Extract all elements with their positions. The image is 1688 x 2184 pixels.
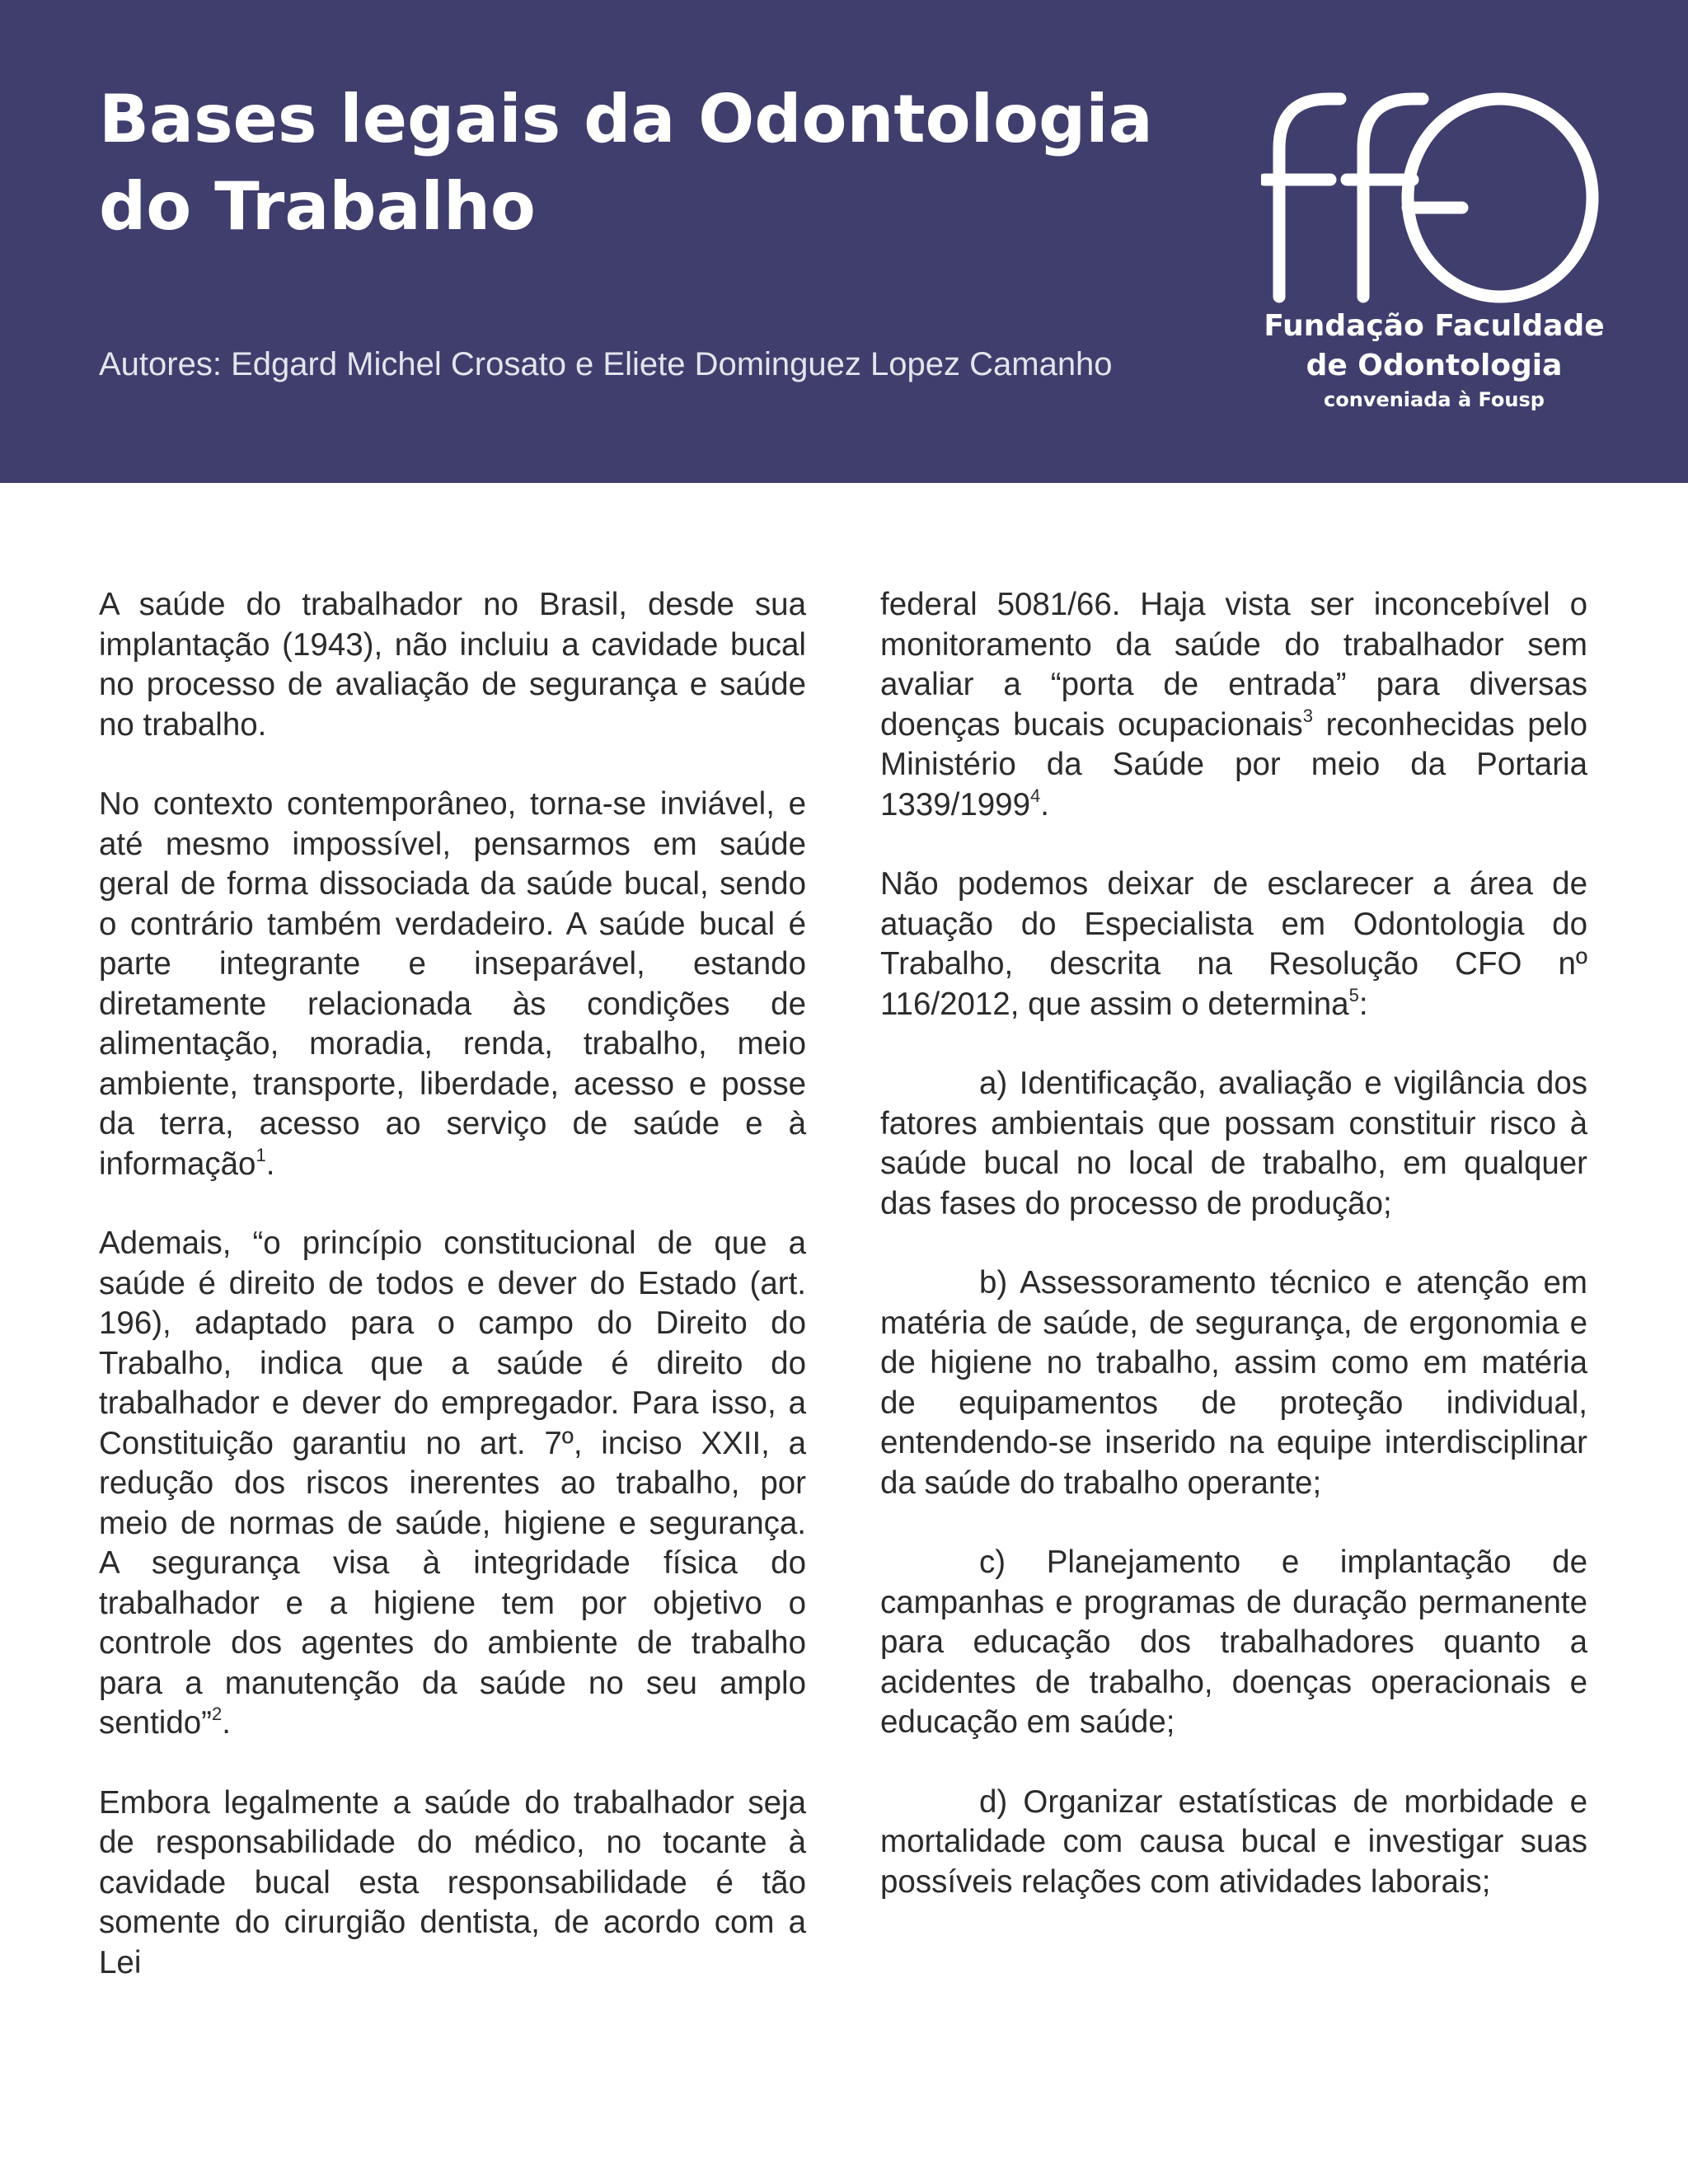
header-banner — [0, 0, 1688, 483]
logo-name-line-2: de Odontologia — [1306, 349, 1563, 382]
ffo-logo — [1261, 91, 1607, 420]
title-line-1: Bases legais da Odontologia — [99, 81, 1153, 157]
footnote-ref-1: 1 — [256, 1144, 266, 1165]
list-item-a: a) Identificação, avaliação e vigilância dos fatores ambientais que possam constituir risco à saúde bucal no local de trabalho, em qualquer das fases do processo de produção; — [880, 1066, 1587, 1221]
authors-line: Autores: Edgard Michel Crosato e Eliete Dominguez Lopez Camanho — [99, 346, 1113, 382]
logo-text — [1261, 307, 1607, 414]
left-column — [99, 585, 806, 2022]
footnote-ref-3: 3 — [1302, 705, 1314, 726]
logo-name-line-1: Fundação Faculdade — [1264, 309, 1605, 343]
paragraph-responsibility: Embora legalmente a saúde do trabalhador seja de responsabilidade do médico, no tocante à cavidade bucal esta responsabilidade é tão somente do cirurgião dentista, de acordo com a Lei — [99, 1784, 806, 1980]
right-column — [880, 585, 1587, 1942]
title-line-2: do Trabalho — [99, 168, 536, 245]
paragraph-constitution: Ademais, “o princípio constitucional de que a saúde é direito de todos e dever do Estado (art. 196), adaptado para o campo do Direito do Trabalho, indica que a saúde é direito do trabalhador e dever do empregador. Para isso, a Constituição garantiu no art. 7º, inciso XXII, a redução dos riscos inerentes ao trabalho, por meio de normas de saúde, higiene e segurança. A segurança visa à integridade física do trabalhador e a higiene tem por objetivo o controle dos agentes do ambiente de trabalho para a manutenção da saúde no seu amplo sentido”$^2$. — [99, 1226, 806, 1741]
ffo-logo-mark-icon — [1261, 91, 1607, 305]
footnote-ref-2: 2 — [211, 1704, 223, 1724]
list-item-d: d) Organizar estatísticas de morbidade e mortalidade com causa bucal e investigar suas possíveis relações com atividades laborais; — [880, 1783, 1587, 1900]
list-item-c: c) Planejamento e implantação de campanhas e programas de duração permanente para educação dos trabalhadores quanto a acidentes de trabalho, doenças operacionais e educação em saúde; — [880, 1544, 1587, 1740]
paragraph-context: No contexto contemporâneo, torna-se inviável, e até mesmo impossível, pensarmos em saúde geral de forma dissociada da saúde bucal, sendo o contrário também verdadeiro. A saúde bucal é parte integrante e inseparável, estando diretamente relacionada às condições de alimentação, moradia, renda, trabalho, meio ambiente, transporte, liberdade, acesso e posse da terra, acesso ao serviço de saúde e à informação$^1$. — [99, 786, 806, 1182]
document-title — [99, 76, 1253, 251]
footnote-ref-4: 4 — [1030, 785, 1041, 806]
list-item-b: b) Assessoramento técnico e atenção em matéria de saúde, de segurança, de ergonomia e de higiene no trabalho, assim como em matéria de equipamentos de proteção individual, entendendo-se inserido na equipe interdisciplinar da saúde do trabalho operante; — [880, 1265, 1587, 1501]
paragraph-intro: A saúde do trabalhador no Brasil, desde sua implantação (1943), não incluiu a cavidade bucal no processo de avaliação de segurança e saúde no trabalho. — [99, 587, 806, 743]
paragraph-law: federal 5081/66. Haja vista ser inconcebível o monitoramento da saúde do trabalhador sem avaliar a “porta de entrada” para diversas doenças bucais ocupacionais$^3$ reconhecidas pelo Ministério da Saúde por meio da Portaria 1339/1999$^4$. — [880, 587, 1587, 823]
paragraph-resolution: Não podemos deixar de esclarecer a área de atuação do Especialista em Odontologia do Trabalho, descrita na Resolução CFO nº 116/2012, que assim o determina$^5$: — [880, 866, 1587, 1022]
footnote-ref-5: 5 — [1348, 984, 1359, 1005]
logo-subtitle: conveniada à Fousp — [1324, 388, 1545, 411]
